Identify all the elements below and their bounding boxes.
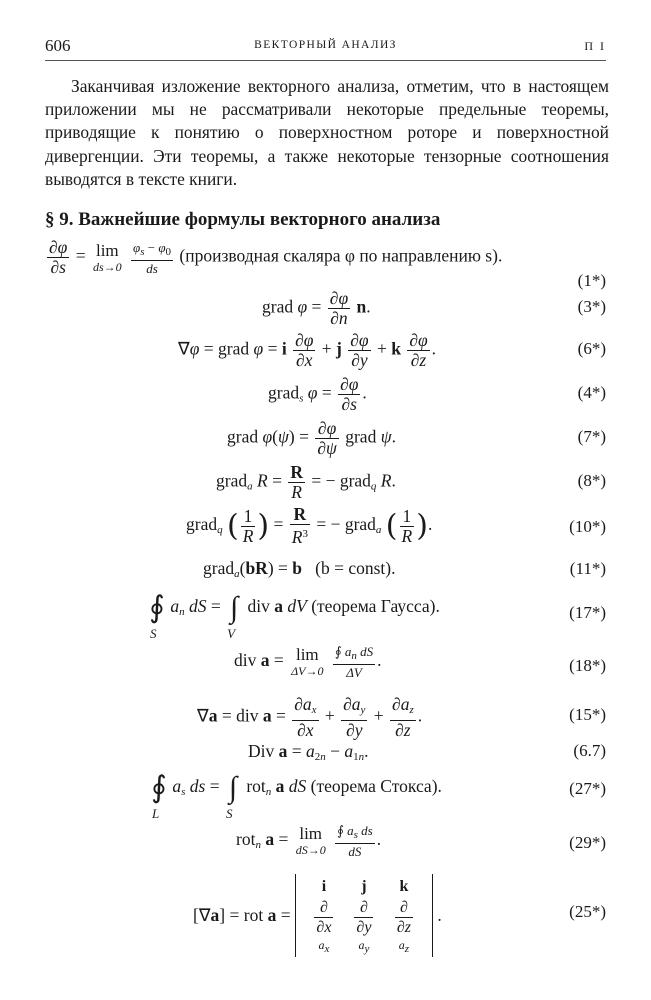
formula-5: grad φ(ψ) = $\frac{\partial\varphi}{\partial\psi}$ grad ψ.: [227, 418, 396, 458]
equation-number: (29*): [569, 833, 606, 852]
formula-6: grad$_a$ R = $\frac{R}{R}$ = − grad$_q$ R.: [216, 462, 396, 502]
equation-number: (10*): [569, 517, 606, 536]
equation-number: (15*): [569, 705, 606, 724]
formula-9: ∮ S $a_n$ dS = ∫ V div a dV (теорема Гаусса).: [149, 591, 440, 641]
section-heading: § 9. Важнейшие формулы векторного анализа: [45, 209, 441, 230]
formula-8: grad$_a$(bR) = b (b = const).: [203, 558, 396, 580]
equation-number: (3*): [577, 297, 606, 316]
formula-8-note: (b = const).: [315, 558, 396, 578]
formula-13-note: (теорема Стокса).: [310, 776, 442, 797]
formula-15: [∇a] = rot a = i j k $\frac{\partial}{\partial x}$ $\frac{\partial}{\partial y}$ $\frac{\partial}{\partial z}$ $a_x$ $a_y$ $a_z$ .: [193, 874, 442, 957]
equation-number: (18*): [569, 656, 606, 675]
equation-number: (6*): [577, 339, 606, 358]
equation-number: (25*): [569, 902, 606, 921]
page-number: 606: [45, 36, 71, 55]
intro-paragraph: Заканчивая изложение векторного анализа, отметим, что в настоящем приложении мы не рассматривали некоторые предельные теоремы, приводящие к понятию о поверхностном роторе и поверхностной дивергенции. Эти теоремы, а также некоторые тензорные соотношения выводятся в тексте книги.: [45, 76, 609, 189]
equation-number: (4*): [577, 383, 606, 402]
equation-number: (1*): [577, 271, 606, 290]
formula-2: grad φ = $\frac{\partial\varphi}{\partial n}$ n.: [262, 288, 371, 328]
running-title: ВЕКТОРНЫЙ АНАЛИЗ: [254, 39, 397, 51]
formula-10: div a = lim ΔV→0 $\frac{∮ a_n dS}{\Delta V}$ .: [234, 644, 382, 680]
section-marker: П I: [584, 39, 606, 53]
page-header: [45, 36, 606, 60]
formula-1: $\frac{\partial\varphi}{\partial s}$ = lim ds→0 $\frac{\varphi_s - \varphi_0}{ds}$ (производная скаляра φ по направлению s).: [49, 237, 503, 277]
header-rule: [45, 60, 606, 61]
equation-number: (27*): [569, 779, 606, 798]
equation-number: (8*): [577, 471, 606, 490]
equation-number: (17*): [569, 603, 606, 622]
formula-11: ∇a = div a = $\frac{\partial a_x}{\partial x}$ + $\frac{\partial a_y}{\partial y}$ + $\frac{\partial a_z}{\partial z}$ .: [197, 694, 423, 740]
formula-7: grad$_q$ ( $\frac{1}{R}$ ) = $\frac{R}{R^3}$ = − grad$_a$ ( $\frac{1}{R}$ ).: [186, 504, 433, 547]
formula-13: ∮ L $a_s$ ds = ∫ S rot$_n$ a dS (теорема Стокса).: [151, 771, 442, 821]
equation-number: (6.7): [573, 741, 606, 760]
formula-12: Div $a = a_{2n} - a_{1n}$.: [248, 741, 369, 763]
formula-14: rot$_n$ a = lim dS→0 $\frac{∮ a_s ds}{dS}$ .: [236, 823, 382, 859]
equation-number: (7*): [577, 427, 606, 446]
equation-number: (11*): [569, 559, 606, 578]
formula-9-note: (теорема Гаусса).: [311, 596, 440, 617]
determinant: i j k $\frac{\partial}{\partial x}$ $\frac{\partial}{\partial y}$ $\frac{\partial}{\partial z}$ $a_x$ $a_y$ $a_z$: [295, 874, 433, 957]
formula-4: grad$_s$ φ = $\frac{\partial\varphi}{\partial s}$ .: [268, 374, 367, 414]
formula-3: ∇φ = grad φ = i $\frac{\partial\varphi}{\partial x}$ + j $\frac{\partial\varphi}{\partial y}$ + k $\frac{\partial\varphi}{\partial z}$ .: [178, 330, 437, 370]
formula-1-note: (производная скаляра φ по направлению s).: [179, 245, 503, 266]
